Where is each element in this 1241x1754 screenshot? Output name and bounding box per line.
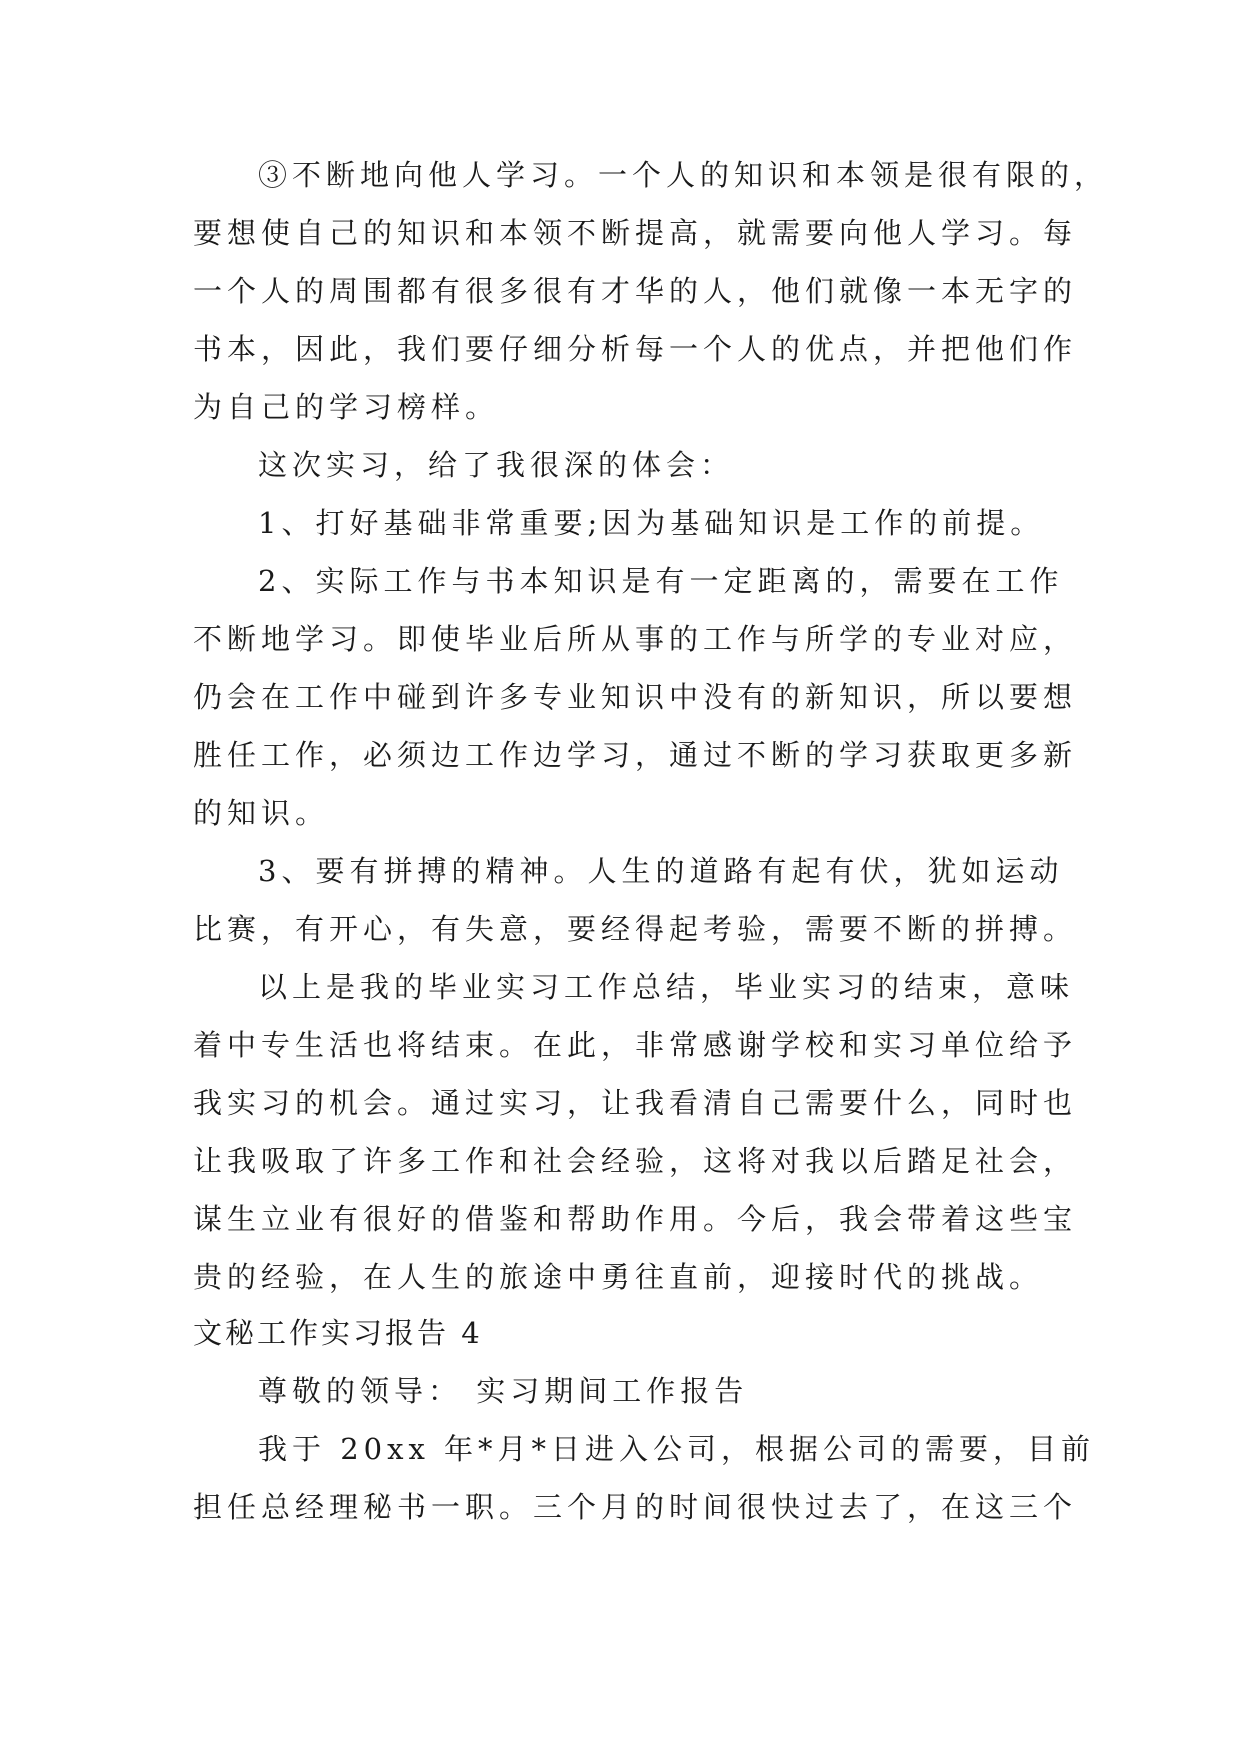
text-line: 书本，因此，我们要仔细分析每一个人的优点，并把他们作 (193, 332, 1078, 366)
text-line: 让我吸取了许多工作和社会经验，这将对我以后踏足社会， (193, 1144, 1078, 1178)
text-line: 的知识。 (193, 796, 330, 830)
text-line: 要想使自己的知识和本领不断提高，就需要向他人学习。每 (193, 216, 1078, 250)
salutation: 尊敬的领导： 实习期间工作报告 (258, 1374, 749, 1408)
text-line: 谋生立业有很好的借鉴和帮助作用。今后，我会带着这些宝 (193, 1202, 1078, 1236)
text-line: 贵的经验，在人生的旅途中勇往直前，迎接时代的挑战。 (193, 1260, 1044, 1294)
text-line: 担任总经理秘书一职。三个月的时间很快过去了，在这三个 (193, 1490, 1078, 1524)
text-line: 我于 20xx 年*月*日进入公司，根据公司的需要，目前 (258, 1432, 1096, 1466)
text-line: 比赛，有开心，有失意，要经得起考验，需要不断的拼搏。 (193, 912, 1078, 946)
text-line: 不断地学习。即使毕业后所从事的工作与所学的专业对应， (193, 622, 1078, 656)
text-line: 一个人的周围都有很多很有才华的人，他们就像一本无字的 (193, 274, 1078, 308)
text-line: ③不断地向他人学习。一个人的知识和本领是很有限的， (258, 158, 1109, 192)
list-item-1: 1、打好基础非常重要;因为基础知识是工作的前提。 (258, 506, 1045, 540)
text-line: 胜任工作，必须边工作边学习，通过不断的学习获取更多新 (193, 738, 1078, 772)
text-line: 我实习的机会。通过实习，让我看清自己需要什么，同时也 (193, 1086, 1078, 1120)
text-line: 仍会在工作中碰到许多专业知识中没有的新知识，所以要想 (193, 680, 1078, 714)
text-line: 为自己的学习榜样。 (193, 390, 500, 424)
list-item-3: 3、要有拼搏的精神。人生的道路有起有伏，犹如运动 (258, 854, 1064, 888)
section-heading: 文秘工作实习报告 4 (193, 1316, 483, 1350)
text-line: 以上是我的毕业实习工作总结，毕业实习的结束，意味 (258, 970, 1075, 1004)
text-line: 着中专生活也将结束。在此，非常感谢学校和实习单位给予 (193, 1028, 1078, 1062)
list-item-2: 2、实际工作与书本知识是有一定距离的，需要在工作 (258, 564, 1064, 598)
text-line: 这次实习，给了我很深的体会： (258, 448, 735, 482)
